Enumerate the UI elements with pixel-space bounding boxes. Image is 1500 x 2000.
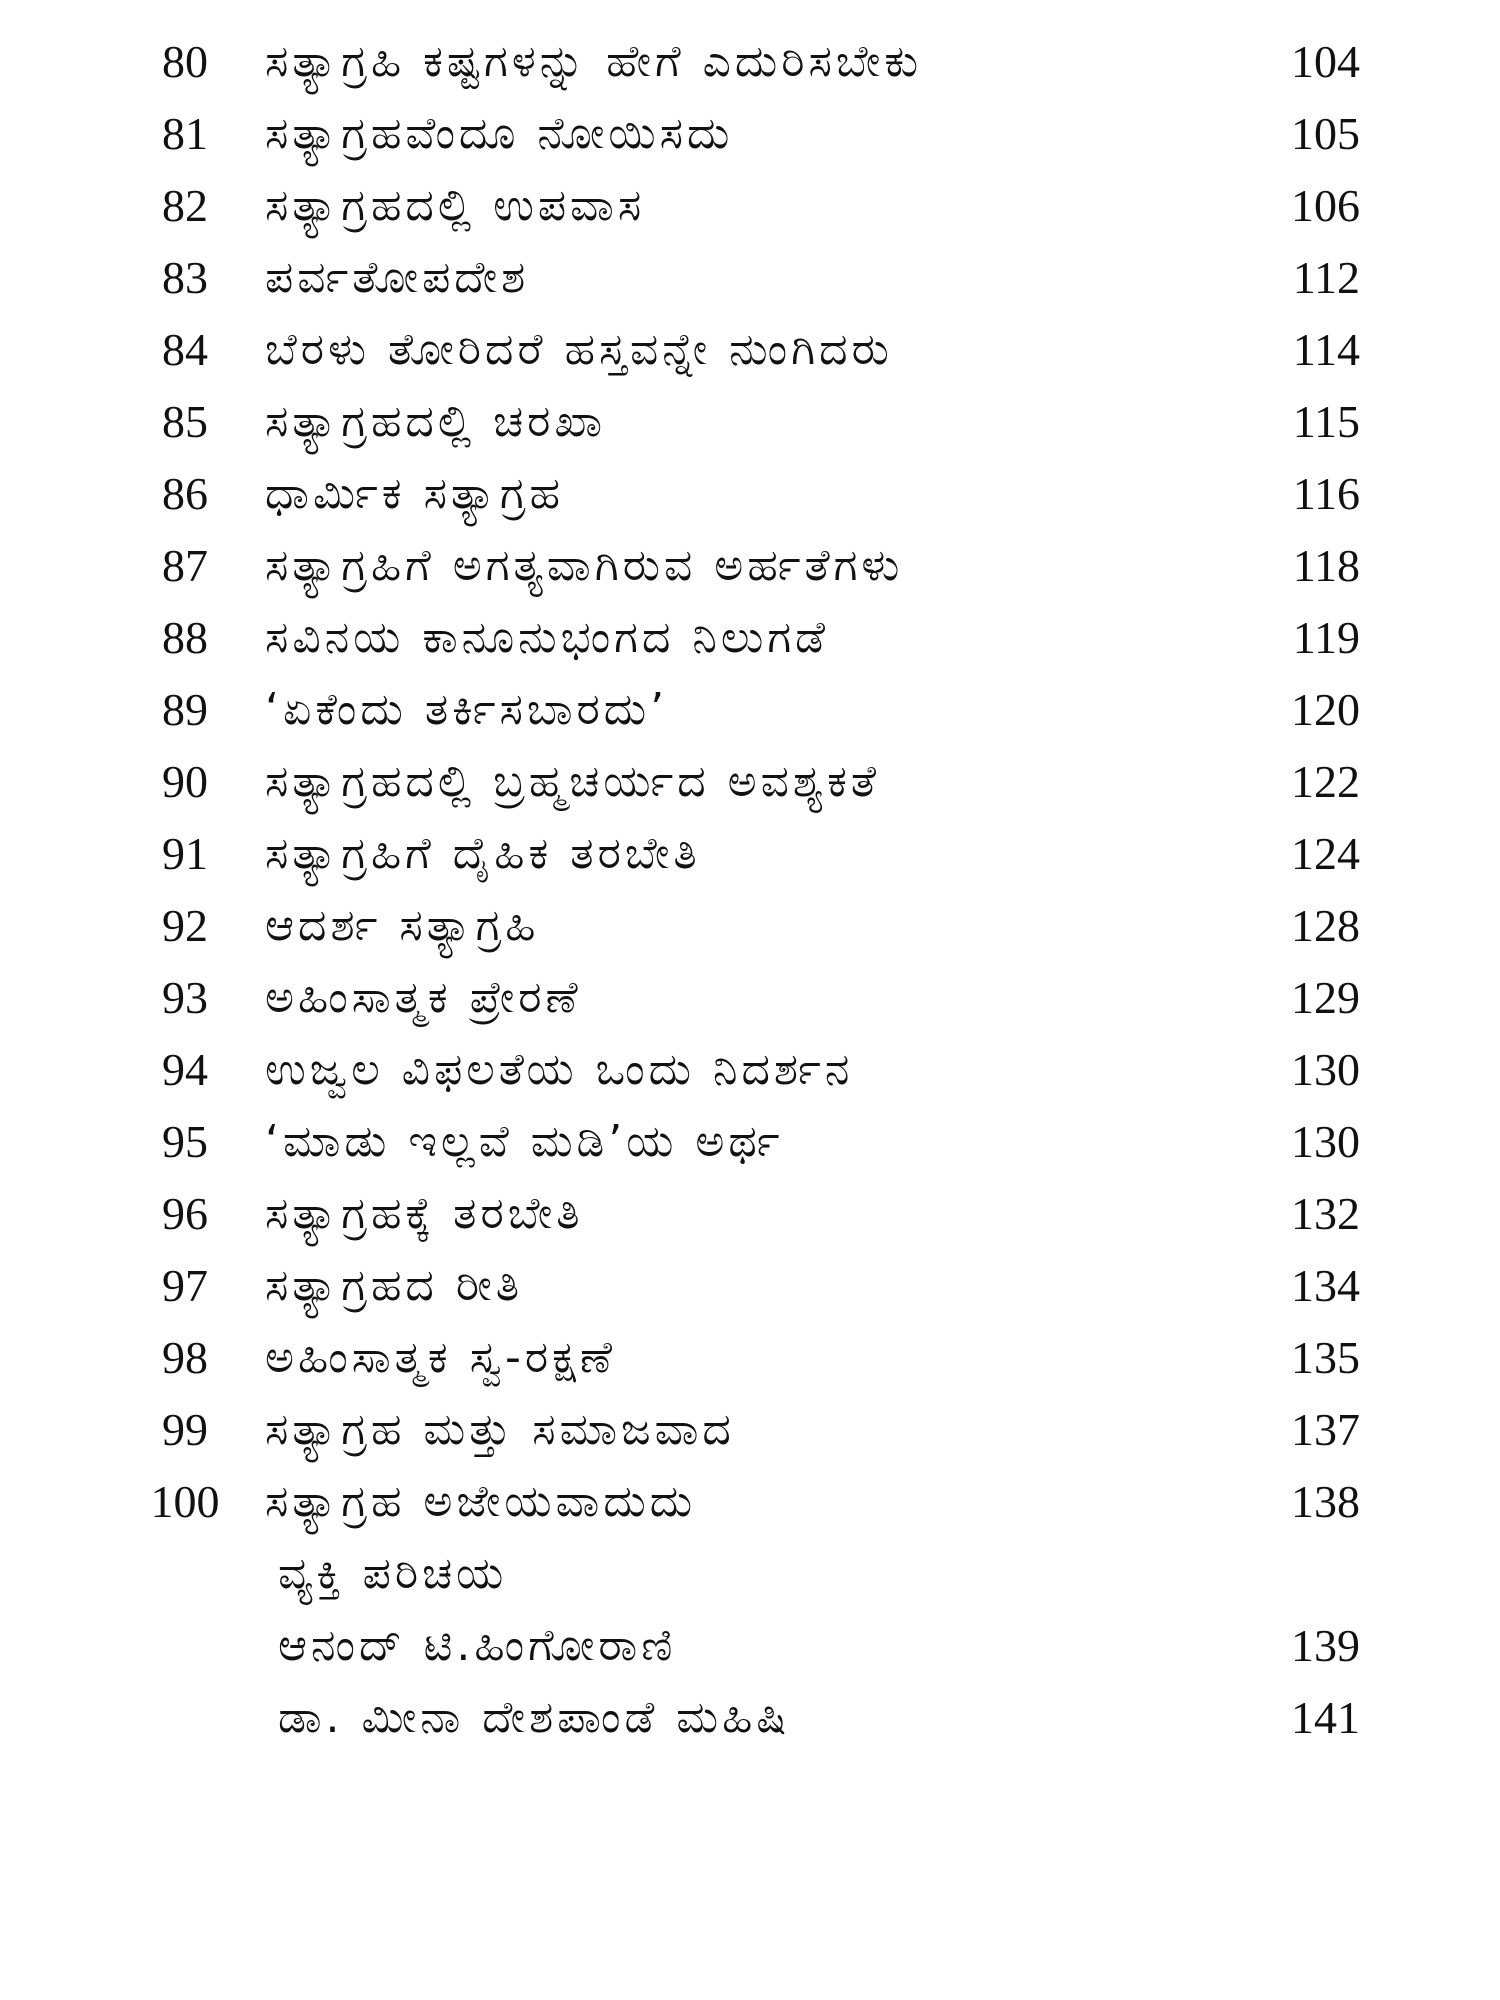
chapter-number: 97 <box>162 1260 208 1311</box>
page-number: 137 <box>1291 1404 1360 1455</box>
toc-entry <box>0 28 1500 100</box>
chapter-title: ಸತ್ಯಾಗ್ರಹಿಗೆ ದೈಹಿಕ ತರಬೇತಿ <box>265 828 701 879</box>
toc-entry <box>0 532 1500 604</box>
page-number: 116 <box>1292 468 1360 519</box>
chapter-number: 98 <box>162 1332 208 1383</box>
chapter-number: 100 <box>150 1476 220 1527</box>
page-number: 129 <box>1291 972 1360 1023</box>
page-number: 134 <box>1291 1260 1360 1311</box>
chapter-title: ‘ಮಾಡು ಇಲ್ಲವೆ ಮಡಿ’ಯ ಅರ್ಥ <box>265 1116 784 1167</box>
page-number: 106 <box>1291 180 1360 231</box>
chapter-title: ಬೆರಳು ತೋರಿದರೆ ಹಸ್ತವನ್ನೇ ನುಂಗಿದರು <box>265 324 893 375</box>
page-number: 139 <box>1291 1620 1360 1671</box>
chapter-title: ಅಹಿಂಸಾತ್ಮಕ ಪ್ರೇರಣೆ <box>265 972 582 1023</box>
chapter-title: ಸತ್ಯಾಗ್ರಹದಲ್ಲಿ ಬ್ರಹ್ಮಚರ್ಯದ ಅವಶ್ಯಕತೆ <box>265 756 880 807</box>
chapter-number: 95 <box>162 1116 208 1167</box>
chapter-number: 91 <box>162 828 208 879</box>
page-number: 118 <box>1292 540 1360 591</box>
chapter-number: 82 <box>162 180 208 231</box>
page-number: 130 <box>1291 1044 1360 1095</box>
toc-entry <box>0 316 1500 388</box>
page-number: 114 <box>1292 324 1360 375</box>
chapter-title: ಉಜ್ವಲ ವಿಫಲತೆಯ ಒಂದು ನಿದರ್ಶನ <box>265 1044 854 1095</box>
chapter-number: 88 <box>162 612 208 663</box>
chapter-number: 93 <box>162 972 208 1023</box>
chapter-title: ಸತ್ಯಾಗ್ರಹದ ರೀತಿ <box>265 1260 524 1311</box>
chapter-title: ವ್ಯಕ್ತಿ ಪರಿಚಯ <box>278 1548 508 1599</box>
toc-entry <box>0 1108 1500 1180</box>
chapter-number: 81 <box>162 108 208 159</box>
chapter-title: ಸವಿನಯ ಕಾನೂನುಭಂಗದ ನಿಲುಗಡೆ <box>265 612 829 663</box>
chapter-title: ಡಾ. ಮೀನಾ ದೇಶಪಾಂಡೆ ಮಹಿಷಿ <box>278 1692 791 1743</box>
toc-entry <box>0 1324 1500 1396</box>
page-number: 132 <box>1291 1188 1360 1239</box>
page-number: 122 <box>1291 756 1360 807</box>
chapter-title: ಸತ್ಯಾಗ್ರಹ ಮತ್ತು ಸಮಾಜವಾದ <box>265 1404 735 1455</box>
chapter-title: ಅಹಿಂಸಾತ್ಮಕ ಸ್ವ-ರಕ್ಷಣೆ <box>265 1332 616 1383</box>
chapter-title: ಸತ್ಯಾಗ್ರಹ ಅಜೇಯವಾದುದು <box>265 1476 697 1527</box>
page-number: 115 <box>1292 396 1360 447</box>
chapter-number: 89 <box>162 684 208 735</box>
chapter-number: 94 <box>162 1044 208 1095</box>
chapter-title: ಸತ್ಯಾಗ್ರಹದಲ್ಲಿ ಉಪವಾಸ <box>265 180 646 231</box>
chapter-number: 92 <box>162 900 208 951</box>
chapter-title: ಧಾರ್ಮಿಕ ಸತ್ಯಾಗ್ರಹ <box>265 468 565 519</box>
chapter-title: ಸತ್ಯಾಗ್ರಹಿಗೆ ಅಗತ್ಯವಾಗಿರುವ ಅರ್ಹತೆಗಳು <box>265 540 904 591</box>
toc-entry <box>0 460 1500 532</box>
chapter-number: 87 <box>162 540 208 591</box>
page-number: 128 <box>1291 900 1360 951</box>
toc-entry <box>0 1396 1500 1468</box>
table-of-contents <box>0 28 1500 1756</box>
chapter-number: 96 <box>162 1188 208 1239</box>
toc-entry <box>0 820 1500 892</box>
toc-entry <box>0 1252 1500 1324</box>
toc-entry <box>0 1684 1500 1756</box>
chapter-number: 80 <box>162 36 208 87</box>
chapter-title: ‘ಏಕೆಂದು ತರ್ಕಿಸಬಾರದು’ <box>265 684 669 735</box>
page-number: 105 <box>1291 108 1360 159</box>
toc-entry <box>0 1540 1500 1612</box>
toc-entry <box>0 1468 1500 1540</box>
toc-entry <box>0 1612 1500 1684</box>
chapter-title: ಸತ್ಯಾಗ್ರಹಿ ಕಷ್ಟಗಳನ್ನು ಹೇಗೆ ಎದುರಿಸಬೇಕು <box>265 36 923 87</box>
chapter-number: 83 <box>162 252 208 303</box>
toc-entry <box>0 100 1500 172</box>
chapter-title: ಆದರ್ಶ ಸತ್ಯಾಗ್ರಹಿ <box>265 900 540 951</box>
page-number: 138 <box>1291 1476 1360 1527</box>
chapter-title: ಆನಂದ್ ಟಿ.ಹಿಂಗೋರಾಣಿ <box>278 1620 677 1671</box>
page-number: 135 <box>1291 1332 1360 1383</box>
toc-entry <box>0 964 1500 1036</box>
chapter-title: ಸತ್ಯಾಗ್ರಹದಲ್ಲಿ ಚರಖಾ <box>265 396 606 447</box>
page-number: 141 <box>1291 1692 1360 1743</box>
page-number: 120 <box>1291 684 1360 735</box>
page-number: 124 <box>1291 828 1360 879</box>
toc-entry <box>0 1036 1500 1108</box>
chapter-number: 85 <box>162 396 208 447</box>
chapter-title: ಸತ್ಯಾಗ್ರಹವೆಂದೂ ನೋಯಿಸದು <box>265 108 734 159</box>
toc-entry <box>0 676 1500 748</box>
page-number: 130 <box>1291 1116 1360 1167</box>
page-number: 104 <box>1291 36 1360 87</box>
page-number: 112 <box>1292 252 1360 303</box>
toc-entry <box>0 748 1500 820</box>
toc-entry <box>0 172 1500 244</box>
toc-entry <box>0 892 1500 964</box>
toc-entry <box>0 244 1500 316</box>
page-number: 119 <box>1292 612 1360 663</box>
toc-entry <box>0 1180 1500 1252</box>
chapter-title: ಪರ್ವತೋಪದೇಶ <box>265 252 530 303</box>
chapter-number: 99 <box>162 1404 208 1455</box>
chapter-title: ಸತ್ಯಾಗ್ರಹಕ್ಕೆ ತರಬೇತಿ <box>265 1188 584 1239</box>
chapter-number: 86 <box>162 468 208 519</box>
toc-entry <box>0 388 1500 460</box>
chapter-number: 84 <box>162 324 208 375</box>
chapter-number: 90 <box>162 756 208 807</box>
toc-entry <box>0 604 1500 676</box>
